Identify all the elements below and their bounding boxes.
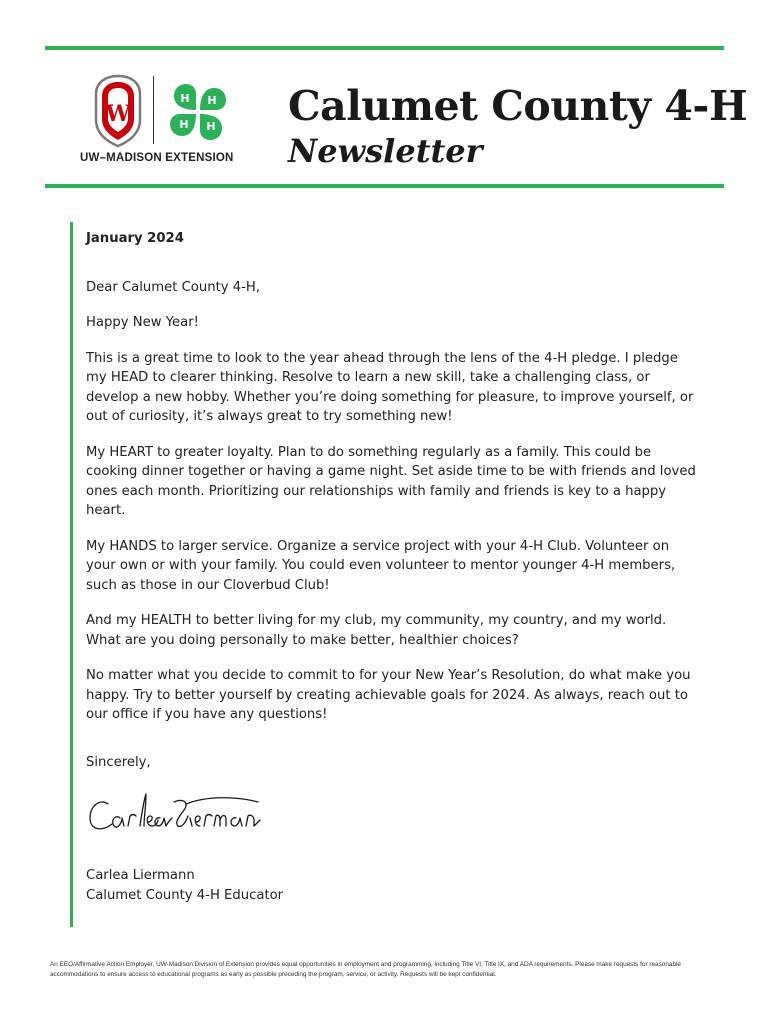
salutation: Dear Calumet County 4-H, <box>86 279 261 295</box>
newsletter-title: Calumet County 4-H <box>288 82 748 130</box>
svg-text:H: H <box>207 94 217 107</box>
bottom-green-rule <box>45 184 724 188</box>
signer-block <box>86 866 283 905</box>
svg-text:H: H <box>179 118 189 131</box>
newsletter-subtitle: Newsletter <box>288 132 483 170</box>
letter-side-bar <box>70 222 73 927</box>
signer-name: Carlea Liermann <box>86 868 195 883</box>
paragraph: My HANDS to larger service. Organize a service project with your 4-H Club. Volunteer on your own or with your family. You could even volunteer to mentor younger 4-H members, such as those in our Cloverbud Club! <box>86 538 676 593</box>
paragraph: Happy New Year! <box>86 315 199 330</box>
svg-text:H: H <box>180 92 190 105</box>
letter-date: January 2024 <box>86 231 184 246</box>
paragraph: And my HEALTH to better living for my club, my community, my country, and my world. What are you doing personally to make better, healthier choices? <box>86 613 667 648</box>
paragraph: This is a great time to look to the year ahead through the lens of the 4-H pledge. I pledge my HEAD to clearer thinking. Resolve to learn a new skill, take a challenging class, or develop a new hobby. Whether you’re doing something for pleasure, to improve yourself, or out of curiosity, it’s always great to try something new! <box>86 350 694 424</box>
paragraph: My HEART to greater loyalty. Plan to do something regularly as a family. This could be cooking dinner together or having a game night. Set aside time to be with friends and loved ones each month. Prioritizing our relationships with family and friends is key to a happy heart. <box>86 444 696 518</box>
footer-disclaimer: An EEO/Affirmative Action Employer, UW-Madison Division of Extension provides equal opportunities in employment and programming, including Title VI, Title IX, and ADA requirements. Please make requests for reasonable accommodations to ensure access to educational programs as early as possible preceding the program, service, or activity. Requests will be kept confidential. <box>50 961 681 978</box>
letter-body <box>86 229 696 772</box>
logo-divider <box>153 76 154 144</box>
uw-madison-extension-label: UW–MADISON EXTENSION <box>80 152 234 164</box>
uw-crest-icon <box>92 74 144 148</box>
svg-text:W: W <box>105 101 131 127</box>
signer-title: Calumet County 4-H Educator <box>86 887 284 903</box>
closing: Sincerely, <box>86 754 151 770</box>
svg-text:H: H <box>206 120 216 133</box>
paragraph: No matter what you decide to commit to for your New Year’s Resolution, do what make you happy. Try to better yourself by creating achievable goals for 2024. As always, reach out to our office if you have any questions! <box>86 668 691 722</box>
top-green-rule <box>45 46 724 50</box>
logo-block <box>80 70 240 170</box>
four-h-clover-icon <box>164 78 232 146</box>
signature-image <box>86 782 262 844</box>
